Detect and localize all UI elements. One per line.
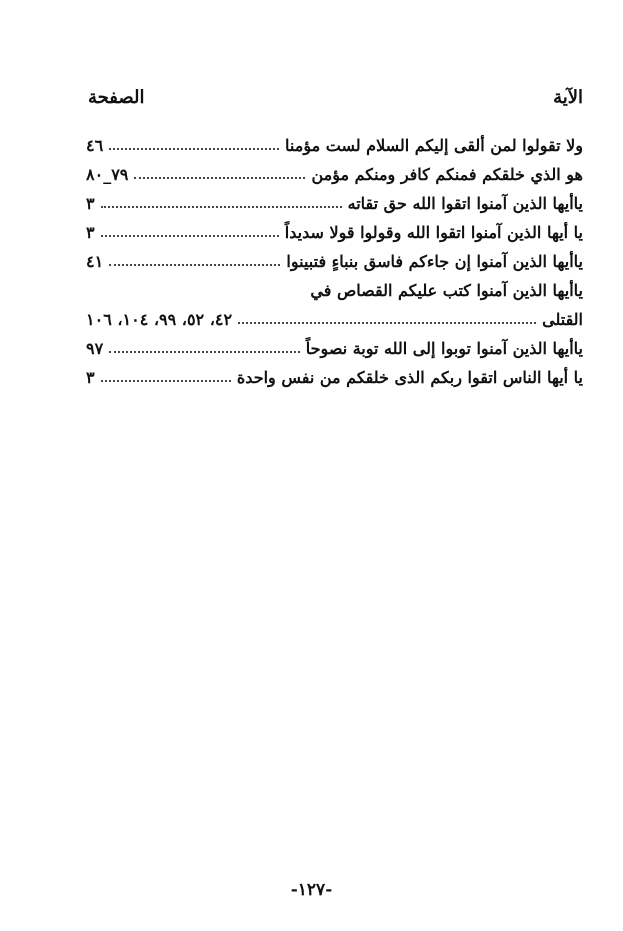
page-reference: ٤٦	[86, 136, 104, 155]
page-reference: ٣	[86, 223, 95, 242]
dot-leader	[109, 350, 300, 353]
index-entry	[86, 160, 583, 189]
verse-text: ياأيها الذين آمنوا كتب عليكم القصاص في	[310, 281, 583, 300]
verse-text: ياأيها الذين آمنوا إن جاءكم فاسق بنباءٍ فتبينوا	[286, 252, 583, 271]
dot-leader	[238, 321, 536, 324]
page-reference: ٩٧	[86, 339, 104, 358]
dot-leader	[134, 176, 305, 179]
dot-leader	[109, 263, 280, 266]
index-entry	[86, 247, 583, 276]
index-entries	[86, 131, 583, 392]
verse-text: ياأيها الذين آمنوا اتقوا الله حق تقاته	[347, 194, 583, 213]
verse-column-header: الآية	[553, 86, 583, 108]
index-entry	[86, 189, 583, 218]
dot-leader	[101, 234, 279, 237]
page-column-header: الصفحة	[88, 86, 145, 108]
page-reference: ٣	[86, 194, 95, 213]
dot-leader	[101, 379, 231, 382]
index-entry	[86, 131, 583, 160]
index-entry	[86, 363, 583, 392]
verse-text: القتلى	[542, 310, 583, 329]
index-entry	[86, 218, 583, 247]
dot-leader	[101, 205, 342, 208]
verse-text: هو الذي خلقكم فمنكم كافر ومنكم مؤمن	[311, 165, 583, 184]
table-header	[88, 82, 583, 112]
index-entry	[86, 276, 583, 305]
index-entry-continuation	[86, 305, 583, 334]
verse-text: يا أيها الذين آمنوا اتقوا الله وقولوا قولا سديداً	[284, 223, 583, 242]
page-reference: ٧٩_٨٠	[86, 165, 129, 184]
verse-text: يا أيها الناس اتقوا ربكم الذى خلقكم من نفس واحدة	[236, 368, 583, 387]
page-reference: ٤١	[86, 252, 104, 271]
verse-text: ياأيها الذين آمنوا توبوا إلى الله توبة نصوحاً	[305, 339, 583, 358]
page-reference: ٤٢، ٥٢، ٩٩، ١٠٤، ١٠٦	[86, 310, 233, 329]
page-number: -١٢٧-	[290, 880, 333, 900]
index-entry	[86, 334, 583, 363]
dot-leader	[109, 147, 279, 150]
page-reference: ٣	[86, 368, 95, 387]
verse-text: ولا تقولوا لمن ألقى إليكم السلام لست مؤمنا	[285, 136, 583, 155]
